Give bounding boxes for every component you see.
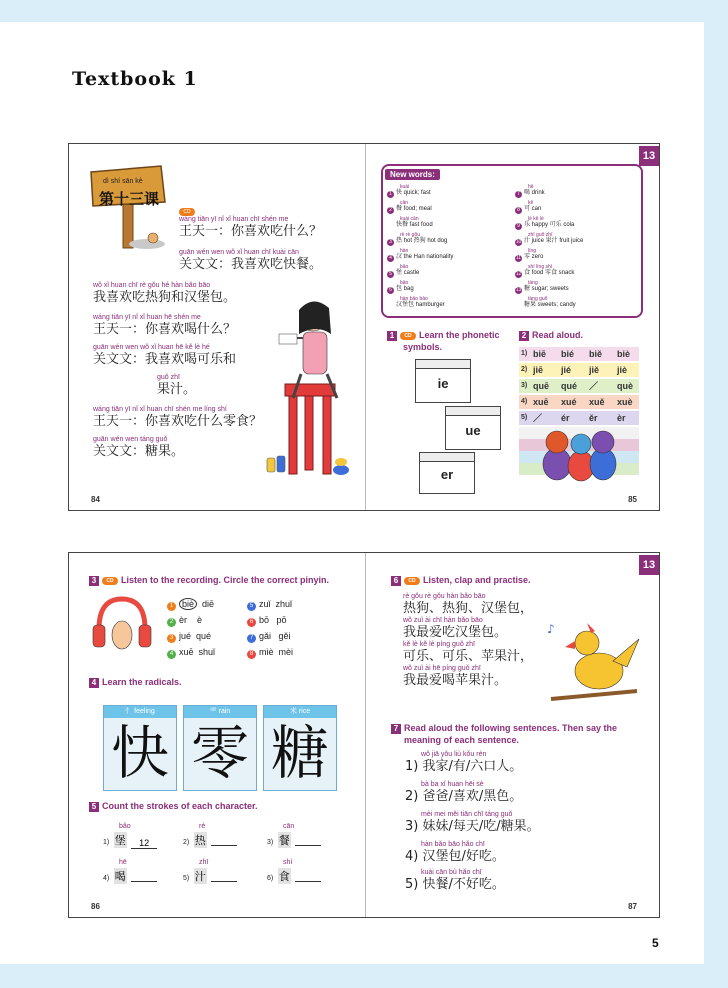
- word-entry: táng 13 糖 sugar; sweets: [515, 280, 569, 293]
- new-words-title: New words:: [385, 169, 440, 180]
- left-page-number: 84: [91, 495, 100, 504]
- dialogue-pinyin: guān wén wen wǒ xǐ huan hē kě lè hé: [93, 344, 210, 351]
- section-7-heading: 7 Read aloud the following sentences. Then say the: [391, 723, 617, 734]
- dialogue-pinyin: guān wén wen wǒ xǐ huan chī kuài cān: [179, 249, 299, 256]
- dialogue-line: [93, 436, 184, 459]
- word-entry: bāo 6 包 bag: [387, 280, 414, 294]
- dialogue-pinyin: wǒ xǐ huan chī rè gǒu hé hàn bǎo bāo: [93, 282, 211, 289]
- stroke-item: cān 3) 餐: [267, 823, 321, 849]
- stroke-answer-field[interactable]: [211, 835, 237, 846]
- word-number: 13: [515, 287, 522, 293]
- section-5-heading: 5 Count the strokes of each character.: [89, 801, 258, 812]
- left-page-number: 86: [91, 902, 100, 911]
- word-entry: bǎo 5 堡 castle: [387, 264, 419, 278]
- word-entry: hàn bǎo bāo 汉堡包 hamburger: [396, 296, 445, 308]
- pinyin-option[interactable]: 5 zuǐ zhuǐ: [247, 599, 292, 611]
- phonetic-card: ie: [415, 359, 471, 403]
- sentence-line: bà ba xǐ huan hēi sè 2) 爸爸/喜欢/黑色。: [405, 781, 523, 804]
- juice-cans-illustration: [265, 452, 291, 474]
- section-6-heading: 6 CD Listen, clap and practise.: [391, 575, 531, 586]
- word-entry: kuài 1 快 quick; fast: [387, 184, 431, 198]
- lesson-tab: 13: [639, 555, 659, 575]
- section-1-heading-cont: symbols.: [403, 342, 443, 352]
- word-number: 9: [515, 223, 522, 230]
- stroke-item: shí 6) 食: [267, 859, 321, 885]
- radical-tile: [103, 705, 177, 791]
- word-entry: líng 11 零 zero: [515, 248, 544, 261]
- dialogue-hanzi: 我喜欢吃热狗和汉堡包。: [93, 290, 237, 305]
- dialogue-pinyin: guǒ zhī: [157, 374, 180, 381]
- dialogue-line: [157, 374, 196, 397]
- dialogue-pinyin: wáng tiān yī nǐ xǐ huan chī shén me líng shí: [93, 406, 227, 413]
- phonetic-card: ue: [445, 406, 501, 450]
- stroke-item: rè 2) 热: [183, 823, 237, 849]
- phonetic-card: er: [419, 452, 475, 494]
- singing-bird-illustration: [541, 621, 645, 707]
- spread-gutter: [365, 553, 366, 917]
- word-entry: zhī guǒ zhī 10 汁 juice 果汁 fruit juice: [515, 232, 584, 245]
- word-entry: lè kě lè 9 乐 happy 可乐 cola: [515, 216, 574, 230]
- radical-tile: [183, 705, 257, 791]
- word-number: 8: [515, 207, 522, 214]
- word-number: 2: [387, 207, 394, 214]
- read-aloud-row: 5) ／ ér ěr èr: [519, 411, 639, 425]
- read-aloud-row: 3) quē qué ／ què: [519, 379, 639, 393]
- textbook-spread-1: [68, 143, 660, 511]
- section-4-heading: 4 Learn the radicals.: [89, 677, 182, 688]
- sentence-line: wǒ jiā yǒu liù kǒu rén 1) 我家/有/六口人。: [405, 751, 523, 774]
- dialogue-hanzi: 关文文：我喜欢吃快餐。: [179, 257, 323, 272]
- pinyin-option[interactable]: 2 èr è: [167, 615, 202, 627]
- word-number: 4: [387, 255, 394, 262]
- radical-header: ⻗ rain: [184, 706, 256, 718]
- dialogue-line: [93, 314, 236, 337]
- dialogue-pinyin: guān wén wen táng guǒ: [93, 436, 168, 443]
- word-number: 7: [515, 191, 522, 198]
- radical-character: 快: [110, 721, 169, 786]
- dialogue-hanzi: 王天一：你喜欢喝什么？: [93, 322, 237, 337]
- chant-line: wǒ zuì ài chī hàn bǎo bāo 我最爱吃汉堡包。: [403, 617, 508, 640]
- lesson-tab: 13: [639, 146, 659, 166]
- word-entry: kuài cān 快餐 fast food: [396, 216, 433, 228]
- lesson-sign-title: 第十三课: [99, 191, 160, 208]
- dialogue-hanzi: 关文文：糖果。: [93, 444, 185, 459]
- pinyin-option[interactable]: 7 gǎi gěi: [247, 631, 291, 643]
- word-entry: shí líng shí 12 食 food 零食 snack: [515, 264, 575, 277]
- dialogue-pinyin: wáng tiān yī nǐ xǐ huan hē shén me: [93, 314, 201, 321]
- dialogue-line: [179, 216, 322, 239]
- right-page-number: 87: [628, 902, 637, 911]
- sentence-line: kuài cān bù hǎo chī 5) 快餐/不好吃。: [405, 869, 505, 892]
- word-entry: rè rè gǒu 3 热 hot 热狗 hot dog: [387, 232, 447, 246]
- section-7-heading-cont: meaning of each sentence.: [404, 735, 520, 745]
- sentence-line: hàn bǎo bāo hǎo chī 4) 汉堡包/好吃。: [405, 841, 505, 864]
- word-entry: hàn 4 汉 the Han nationality: [387, 248, 453, 262]
- dialogue-line: [179, 249, 322, 272]
- dialogue-hanzi: 果汁。: [157, 382, 197, 397]
- section-3-heading: 3 CD Listen to the recording. Circle the correct pinyin.: [89, 575, 329, 586]
- word-number: 10: [515, 239, 522, 245]
- pinyin-option[interactable]: 1 biè diē: [167, 599, 214, 611]
- lesson-sign-pinyin: dì shí sān kè: [103, 178, 143, 185]
- radical-header: 忄 feeling: [104, 706, 176, 718]
- dialogue-line: [93, 282, 236, 305]
- document-page-number: 5: [652, 936, 659, 950]
- stroke-answer-field[interactable]: [211, 871, 237, 882]
- stroke-item: bǎo 1) 堡 12: [103, 823, 157, 849]
- word-number: 5: [387, 271, 394, 278]
- stroke-answer-field[interactable]: [295, 835, 321, 846]
- page-title: Textbook 1: [72, 68, 198, 90]
- cats-illustration: [537, 424, 623, 484]
- stroke-item: hē 4) 喝: [103, 859, 157, 885]
- chant-line: rè gǒu rè gǒu hàn bǎo bāo 热狗、热狗、汉堡包，: [403, 593, 534, 616]
- word-number: 12: [515, 271, 522, 277]
- radical-tile: [263, 705, 337, 791]
- section-1-heading: 1 CD Learn the phonetic: [387, 330, 500, 341]
- stroke-item: zhī 5) 汁: [183, 859, 237, 885]
- section-2-heading: 2 Read aloud.: [519, 330, 583, 341]
- word-number: 11: [515, 255, 522, 261]
- chant-line: kě lè kě lè píng guǒ zhī 可乐、可乐、苹果汁，: [403, 641, 534, 664]
- word-number: 6: [387, 287, 394, 294]
- radical-character: 零: [190, 721, 249, 786]
- stroke-answer-field[interactable]: [131, 871, 157, 882]
- right-page-number: 85: [628, 495, 637, 504]
- dialogue-pinyin: wáng tiān yī nǐ xǐ huan chī shén me: [179, 216, 289, 223]
- dialogue-line: [93, 406, 262, 429]
- sentence-line: mèi mei měi tiān chī táng guǒ 3) 妹妹/每天/吃/糖果。: [405, 811, 540, 834]
- read-aloud-row: 1) biē bié biě biè: [519, 347, 639, 361]
- word-entry: cān 2 餐 food; meal: [387, 200, 432, 214]
- radical-character: 糖: [270, 721, 329, 786]
- pinyin-option[interactable]: 4 xuē shuǐ: [167, 647, 215, 659]
- read-aloud-row: 2) jiē jié jiě jiè: [519, 363, 639, 377]
- stroke-answer-field[interactable]: [295, 871, 321, 882]
- cd-icon[interactable]: CD: [179, 208, 195, 216]
- textbook-spread-2: [68, 552, 660, 918]
- dialogue-line: [93, 344, 236, 367]
- svg-text:♪: ♪: [547, 622, 555, 636]
- radical-header: 米 rice: [264, 706, 336, 718]
- spread-gutter: [365, 144, 366, 510]
- word-number: 3: [387, 239, 394, 246]
- pinyin-option[interactable]: 3 jué qué: [167, 631, 211, 643]
- stroke-answer-field[interactable]: 12: [131, 838, 157, 849]
- word-entry: táng guǒ 糖果 sweets; candy: [524, 296, 576, 308]
- dialogue-hanzi: 王天一：你喜欢吃什么零食？: [93, 414, 263, 429]
- pinyin-option[interactable]: 8 miè mèi: [247, 647, 293, 659]
- word-number: 1: [387, 191, 394, 198]
- dialogue-hanzi: 关文文：我喜欢喝可乐和: [93, 352, 237, 367]
- chant-line: wǒ zuì ài hē píng guǒ zhī 我最爱喝苹果汁。: [403, 665, 508, 688]
- dialogue-hanzi: 王天一：你喜欢吃什么？: [179, 224, 323, 239]
- pinyin-option[interactable]: 6 bō pō: [247, 615, 287, 627]
- word-entry: kě 8 可 can: [515, 200, 541, 214]
- read-aloud-row: 4) xuē xué xuě xuè: [519, 395, 639, 409]
- headphones-icon: [89, 595, 155, 657]
- word-entry: hē 7 喝 drink: [515, 184, 545, 198]
